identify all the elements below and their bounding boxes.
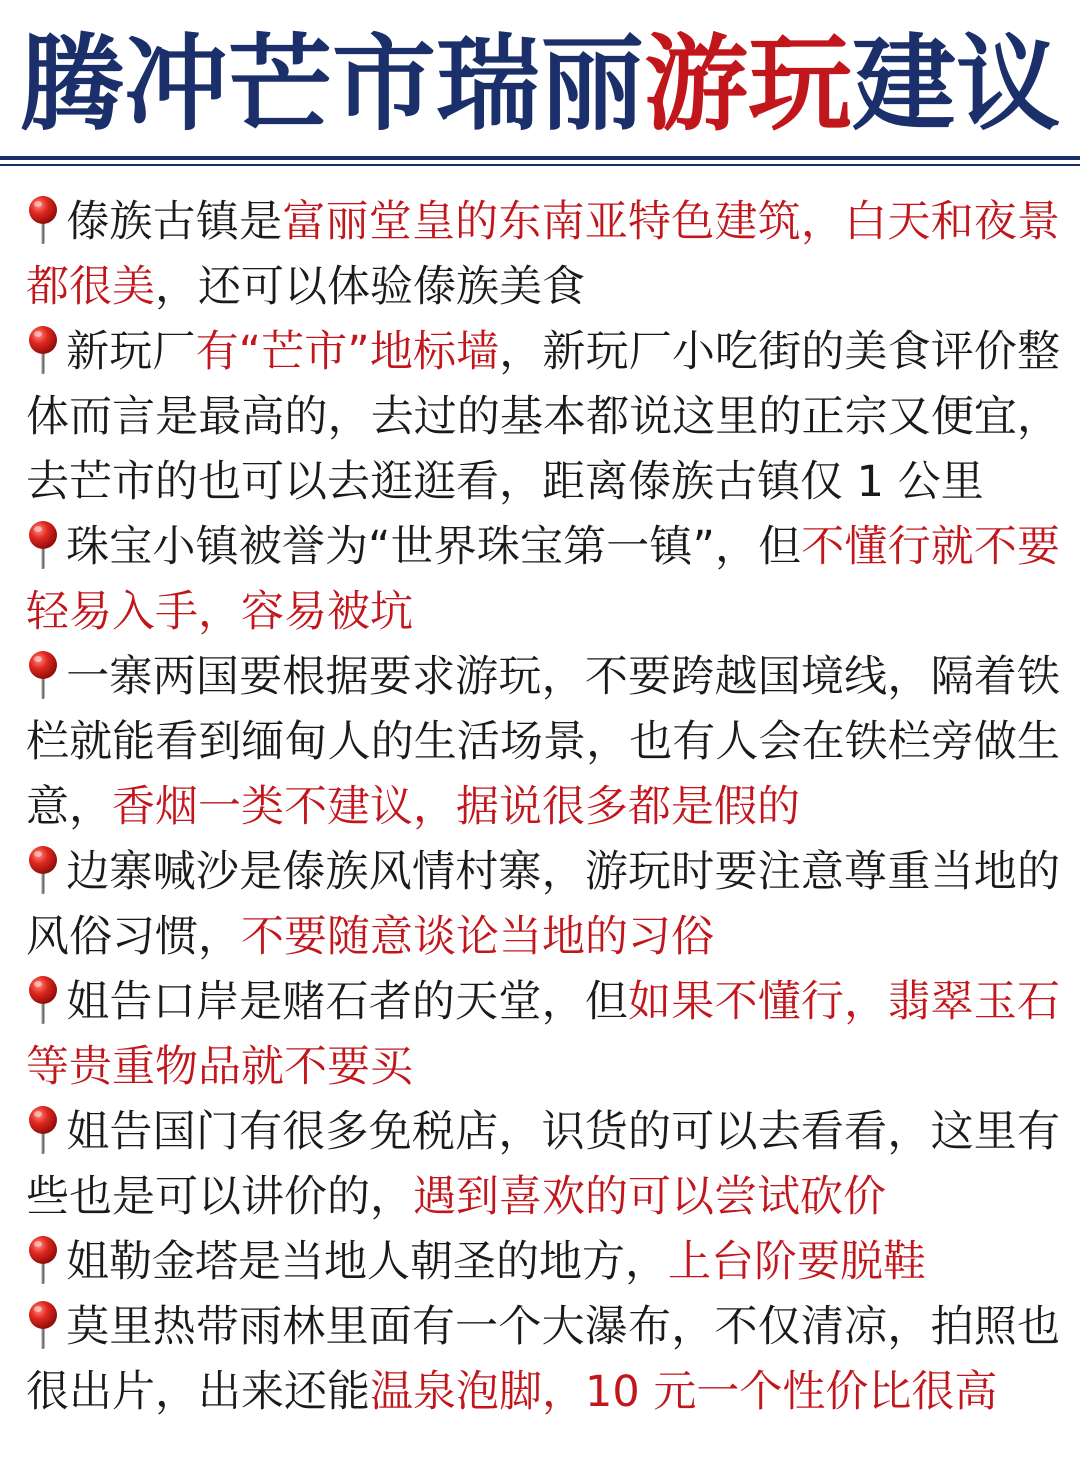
tip-text-end: ，新玩厂小吃街的美食评价整体而言是最高的，去过的基本都说这里的正宗又便宜，去芒市的也可以去逛逛看，距离傣族古镇仅 1 公里 <box>26 327 1060 507</box>
tip-highlight: 遇到喜欢的可以尝试砍价 <box>413 1172 886 1222</box>
tip-item <box>26 515 1060 645</box>
header <box>0 0 1080 158</box>
pushpin-icon <box>26 844 60 896</box>
title-accent: 游玩 <box>643 23 852 145</box>
tip-text: 珠宝小镇被誉为“世界珠宝第一镇”，但 <box>66 522 802 572</box>
tip-item <box>26 1295 1060 1425</box>
tip-highlight: 温泉泡脚，10 元一个性价比很高 <box>370 1367 998 1417</box>
tip-text: 莫里热带雨林里面有一个大瀑布，不仅清凉，拍照也很出片，出来还能 <box>26 1302 1060 1417</box>
tips-list <box>26 190 1060 1425</box>
tip-text: 一寨两国要根据要求游玩，不要跨越国境线，隔着铁栏就能看到缅甸人的生活场景，也有人会在铁栏旁做生意， <box>26 652 1060 832</box>
tip-highlight: 香烟一类不建议，据说很多都是假的 <box>112 782 800 832</box>
tip-highlight: 富丽堂皇的东南亚特色建筑，白天和夜景都很美 <box>26 197 1061 312</box>
pushpin-icon <box>26 649 60 701</box>
header-divider-thick <box>0 156 1080 160</box>
pushpin-icon <box>26 974 60 1026</box>
tip-item <box>26 1100 1060 1230</box>
tip-highlight: 上台阶要脱鞋 <box>668 1237 926 1287</box>
pushpin-icon <box>26 194 60 246</box>
tip-text: 姐告口岸是赌石者的天堂，但 <box>66 977 629 1027</box>
pushpin-icon <box>26 1299 60 1351</box>
tip-item <box>26 970 1060 1100</box>
title-tail: 建议 <box>852 23 1061 145</box>
tip-highlight: 不懂行就不要轻易入手，容易被坑 <box>26 522 1060 637</box>
title-main: 腾冲芒市瑞丽 <box>19 23 644 145</box>
header-divider-thin <box>0 164 1080 166</box>
tip-highlight: 如果不懂行，翡翠玉石等贵重物品就不要买 <box>26 977 1061 1092</box>
pushpin-icon <box>26 519 60 571</box>
tip-item <box>26 320 1060 515</box>
pushpin-icon <box>26 1104 60 1156</box>
tip-item <box>26 1230 1060 1295</box>
tip-text-end: ，还可以体验傣族美食 <box>155 262 585 312</box>
tip-highlight: 有“芒市”地标墙 <box>195 327 500 377</box>
tip-text: 姐勒金塔是当地人朝圣的地方， <box>66 1237 668 1287</box>
tip-text: 新玩厂 <box>66 327 196 377</box>
pushpin-icon <box>26 1234 60 1286</box>
tip-text: 傣族古镇是 <box>66 197 283 247</box>
tip-item <box>26 840 1060 970</box>
tip-item <box>26 645 1060 840</box>
tip-item <box>26 190 1060 320</box>
pushpin-icon <box>26 324 60 376</box>
page-title <box>0 22 1080 146</box>
tip-text: 姐告国门有很多免税店，识货的可以去看看，这里有些也是可以讲价的， <box>26 1107 1060 1222</box>
tip-highlight: 不要随意谈论当地的习俗 <box>241 912 714 962</box>
tip-text: 边寨喊沙是傣族风情村寨，游玩时要注意尊重当地的风俗习惯， <box>26 847 1060 962</box>
